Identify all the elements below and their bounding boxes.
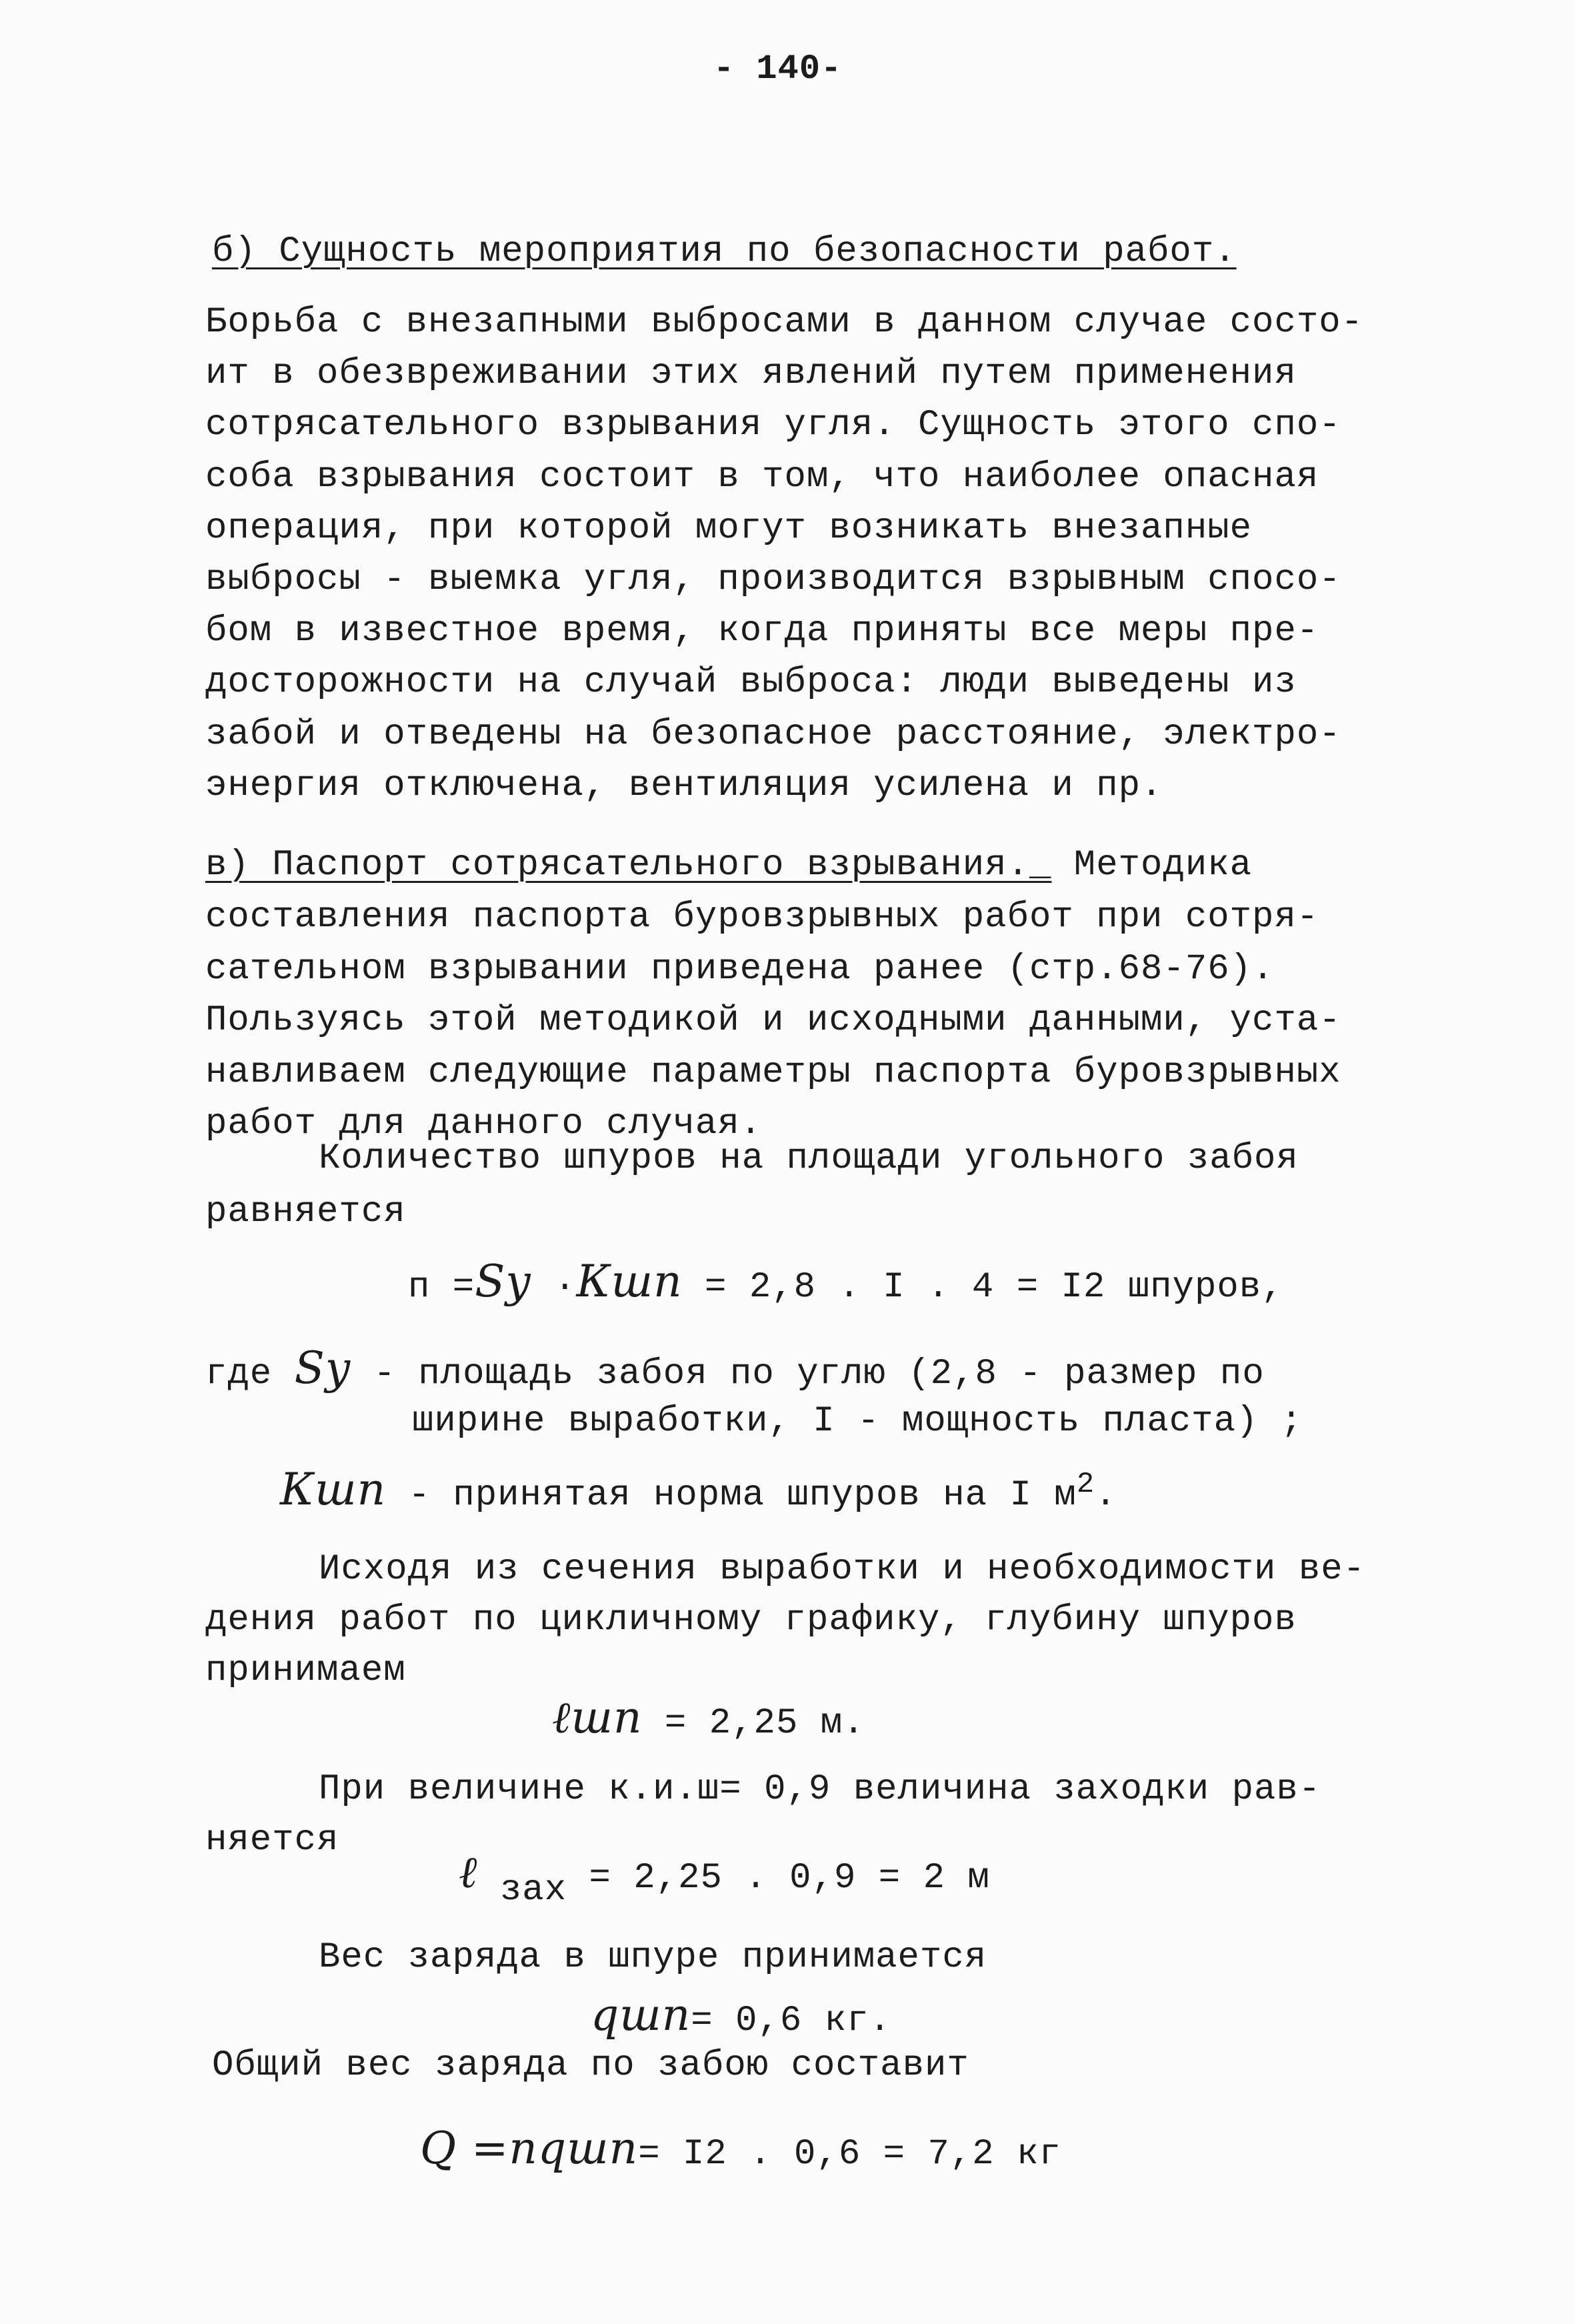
secv-line: работ для данного случая. — [205, 1104, 763, 1145]
where-sy-line: где Sу - площадь забоя по углю (2,8 - размер по — [205, 1342, 1265, 1394]
formula-holes-count: п =Sу ·Кшп = 2,8 . I . 4 = I2 шпуров, — [408, 1256, 1284, 1308]
advance-line-1: При величине к.и.ш= 0,9 величина заходки рав- — [319, 1769, 1321, 1810]
secv-line: сательном взрывании приведена ранее (стр.68-76). — [205, 948, 1275, 990]
where-sy-line-2: ширине выработки, I - мощность пласта) ; — [412, 1401, 1303, 1442]
secb-line: досторожности на случай выброса: люди выведены из — [205, 662, 1297, 704]
formula-advance: ℓ зах = 2,25 . 0,9 = 2 м — [459, 1847, 990, 1911]
section-v-heading-tail: Методика — [1051, 845, 1253, 886]
secb-line: соба взрывания состоит в том, что наиболее опасная — [205, 456, 1319, 497]
secv-line: навливаем следующие параметры паспорта буровзрывных — [205, 1052, 1341, 1093]
symbol-kshp-where: Кшп — [280, 1464, 387, 1515]
secb-line: энергия отключена, вентиляция усилена и пр. — [205, 765, 1163, 806]
secb-line: выбросы - выемка угля, производится взрывным спосо- — [205, 559, 1341, 600]
charge-line-2: Общий вес заряда по забою составит — [212, 2045, 969, 2086]
section-v-heading-line — [205, 844, 1252, 887]
secb-line: Борьба с внезапными выбросами в данном случае состо- — [205, 302, 1364, 343]
charge-line-1: Вес заряда в шпуре принимается — [319, 1937, 987, 1978]
symbol-sy-where: Sу — [294, 1342, 352, 1394]
holes-intro-line-2: равняется — [205, 1192, 406, 1232]
depth-line: дения работ по цикличному графику, глубину шпуров — [205, 1600, 1297, 1640]
symbol-q: Q = — [420, 2123, 509, 2174]
secb-line: бом в известное время, когда приняты все меры пре- — [205, 611, 1319, 652]
secv-line: Пользуясь этой методикой и исходными данными, уста- — [205, 1000, 1341, 1042]
formula-depth: ℓшп = 2,25 м. — [552, 1692, 865, 1744]
formula-total-charge: Q =пqшп= I2 . 0,6 = 7,2 кг — [420, 2123, 1061, 2175]
section-b-heading: б) Сущность мероприятия по безопасности работ. — [212, 231, 1237, 272]
secb-line: сотрясательного взрывания угля. Сущность этого спо- — [205, 405, 1341, 446]
section-v-heading: в) Паспорт сотрясательного взрывания._ — [205, 845, 1052, 886]
symbol-kshp: Кшп — [576, 1256, 683, 1307]
depth-line: Исходя из сечения выработки и необходимости ве- — [319, 1549, 1366, 1590]
advance-line-2: няется — [205, 1820, 339, 1861]
symbol-l: ℓ — [459, 1847, 478, 1898]
secb-line: операция, при которой могут возникать внезапные — [205, 507, 1253, 549]
secv-line: составления паспорта буровзрывных работ при сотря- — [205, 897, 1319, 938]
depth-line: принимаем — [205, 1650, 406, 1691]
secb-line: забой и отведены на безопасное расстояние, электро- — [205, 714, 1341, 755]
formula-charge-per-hole: qшп= 0,6 кг. — [591, 1989, 891, 2041]
symbol-lshp: ℓшп — [552, 1692, 643, 1743]
holes-intro-line-1: Количество шпуров на площади угольного забоя — [319, 1138, 1299, 1179]
symbol-nq: пqшп — [509, 2123, 639, 2174]
page-number: - 140- — [713, 49, 843, 89]
secb-line: ит в обезвреживании этих явлений путем применения — [205, 353, 1297, 395]
where-kshp-line: Кшп - принятая норма шпуров на I $м^2$. — [280, 1464, 1117, 1516]
symbol-qshp: qшп — [591, 1989, 691, 2041]
symbol-sy: Sу — [475, 1256, 532, 1307]
